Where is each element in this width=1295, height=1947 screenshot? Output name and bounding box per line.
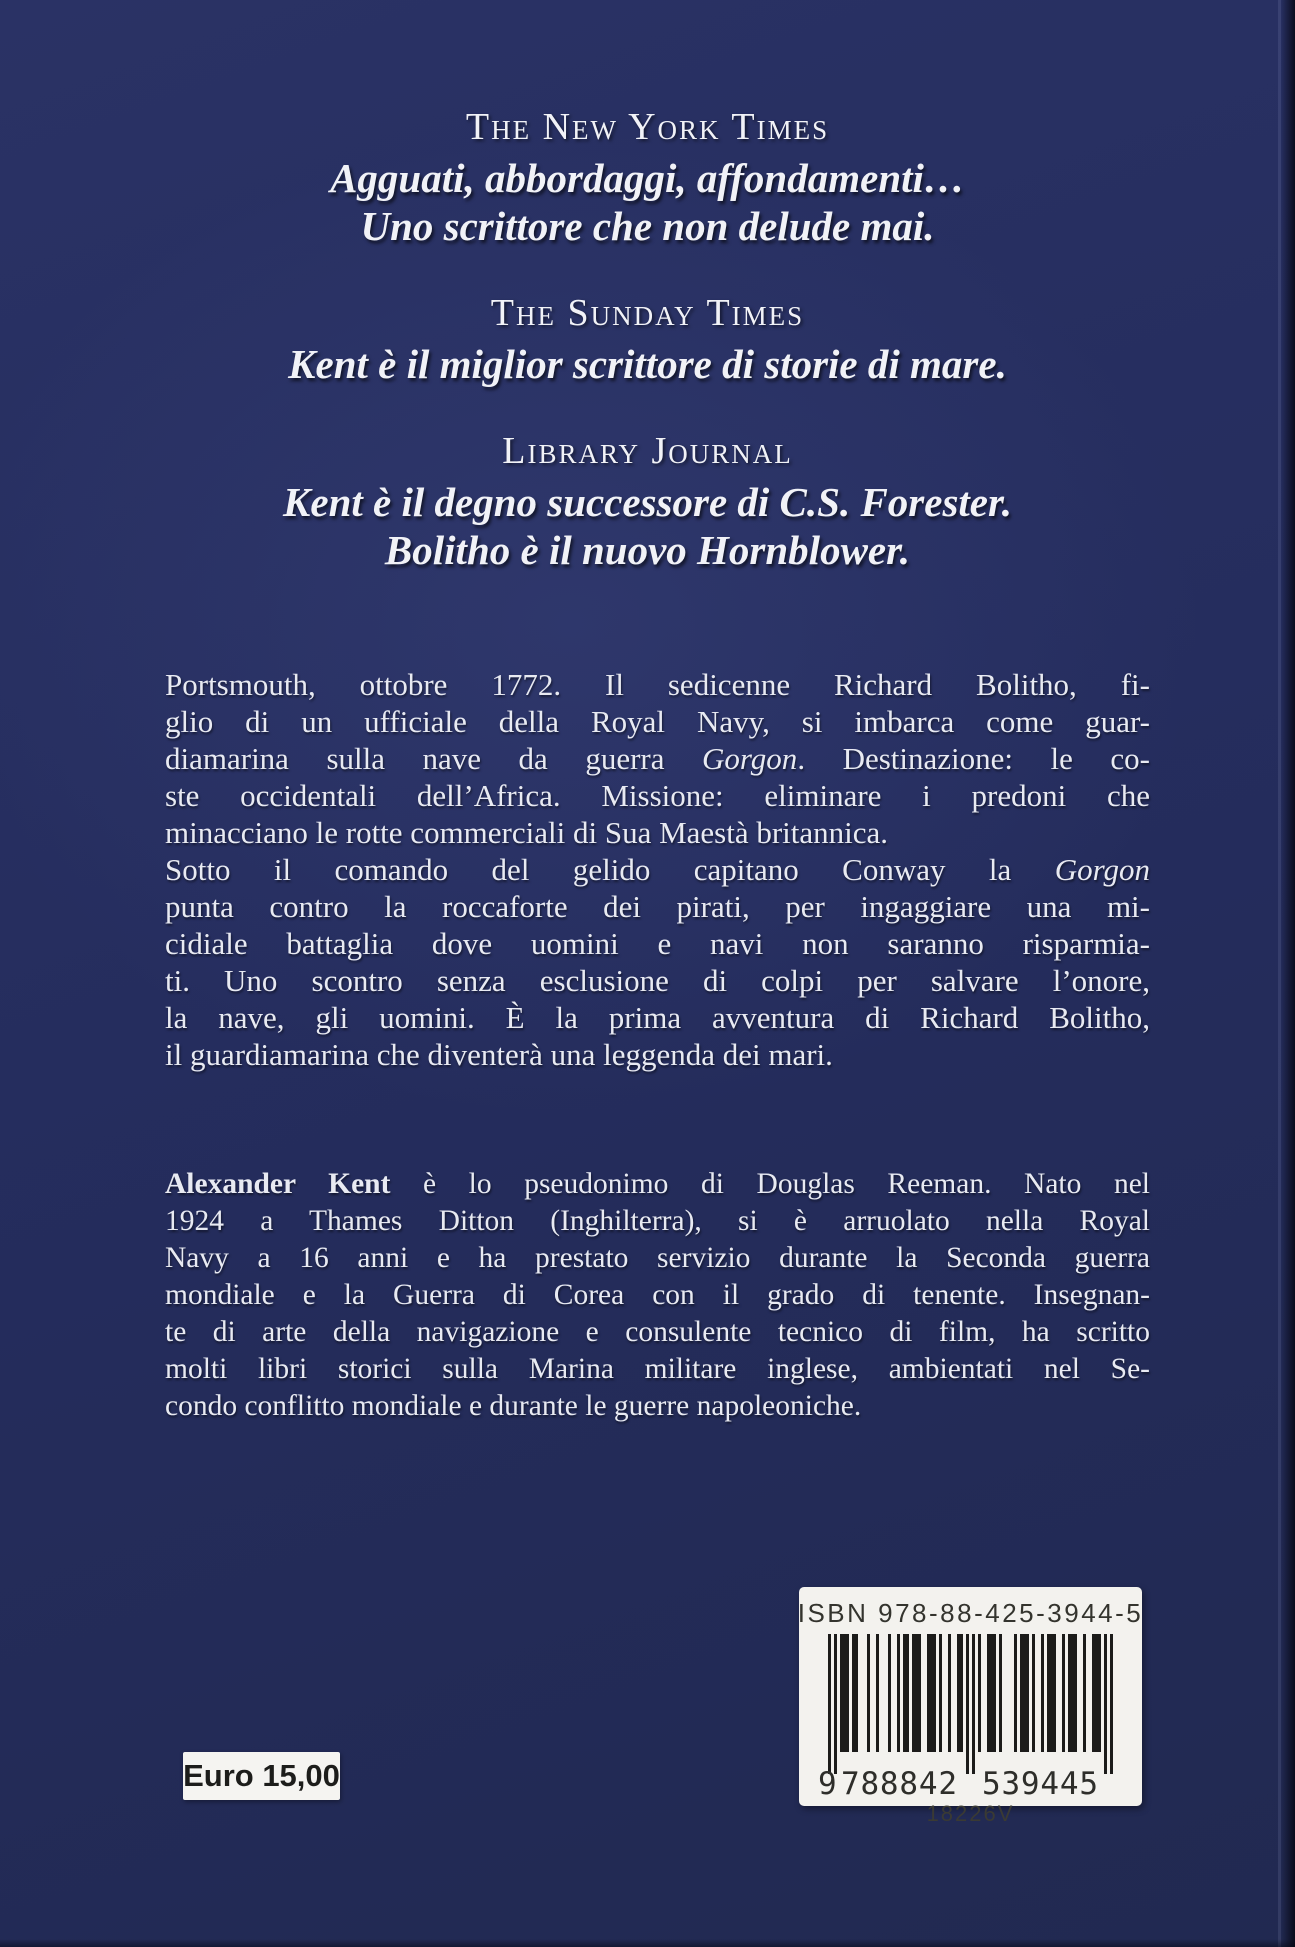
- review-source: Library Journal: [502, 430, 793, 472]
- review-quote-line: Agguati, abbordaggi, affondamenti…: [330, 155, 965, 201]
- price-sticker: [183, 1752, 340, 1800]
- review-quote-line: Uno scrittore che non delude mai.: [360, 203, 935, 249]
- synopsis-paragraph: Portsmouth, ottobre 1772. Il sedicenne Richard Bolitho, fi- glio di un ufficiale della Royal Navy, si imbarca come guar- diamarina sulla nave da guerra Gorgon. Destinazione: le co- ste occidentali dell’Africa. Missione: eliminare i predoni che minacciano le rotte commerciali di Sua Maestà britannica.: [165, 667, 1150, 850]
- review-library-journal: [0, 428, 1295, 574]
- book-edge-shadow: [1281, 0, 1295, 1947]
- svg-text:788842: 788842: [841, 1766, 957, 1802]
- ean-barcode: [819, 1634, 1122, 1800]
- review-sunday-times: [0, 290, 1295, 388]
- review-quote-line: Bolitho è il nuovo Hornblower.: [384, 527, 911, 573]
- review-source: The New York Times: [465, 106, 830, 148]
- svg-text:539445: 539445: [982, 1766, 1098, 1802]
- press-quotes-section: [0, 104, 1295, 614]
- svg-text:9: 9: [818, 1766, 837, 1802]
- review-new-york-times: [0, 104, 1295, 250]
- author-bio-text: Alexander Kent è lo pseudonimo di Douglas Reeman. Nato nel 1924 a Thames Ditton (Inghilterra), si è arruolato nella Royal Navy a 16 anni e ha prestato servizio durante la Seconda guerra mondiale e la Guerra di Corea con il grado di tenente. Insegnan- te di arte della navigazione e consulente tecnico di film, ha scritto molti libri storici sulla Marina militare inglese, ambientati nel Se- condo conflitto mondiale e durante le guerre napoleoniche.: [165, 1168, 1150, 1422]
- book-edge-shadow-bottom: [0, 1939, 1295, 1947]
- isbn-barcode-sticker: [797, 1587, 1144, 1826]
- review-quote-line: Kent è il miglior scrittore di storie di mare.: [288, 341, 1007, 387]
- edition-code: 18226V: [926, 1801, 1015, 1826]
- synopsis-text: [165, 666, 1150, 1073]
- isbn-label: ISBN 978-88-425-3944-5: [797, 1598, 1144, 1628]
- price-label: Euro 15,00: [183, 1758, 340, 1793]
- synopsis-paragraph: Sotto il comando del gelido capitano Conway la Gorgon punta contro la roccaforte dei pirati, per ingaggiare una mi- cidiale battaglia dove uomini e navi non saranno risparmia- ti. Uno scontro senza esclusione di colpi per salvare l’onore, la nave, gli uomini. È la prima avventura di Richard Bolitho, il guardiamarina che diventerà una leggenda dei mari.: [165, 852, 1150, 1072]
- review-source: The Sunday Times: [490, 292, 805, 334]
- review-quote-line: Kent è il degno successore di C.S. Forester.: [283, 479, 1012, 525]
